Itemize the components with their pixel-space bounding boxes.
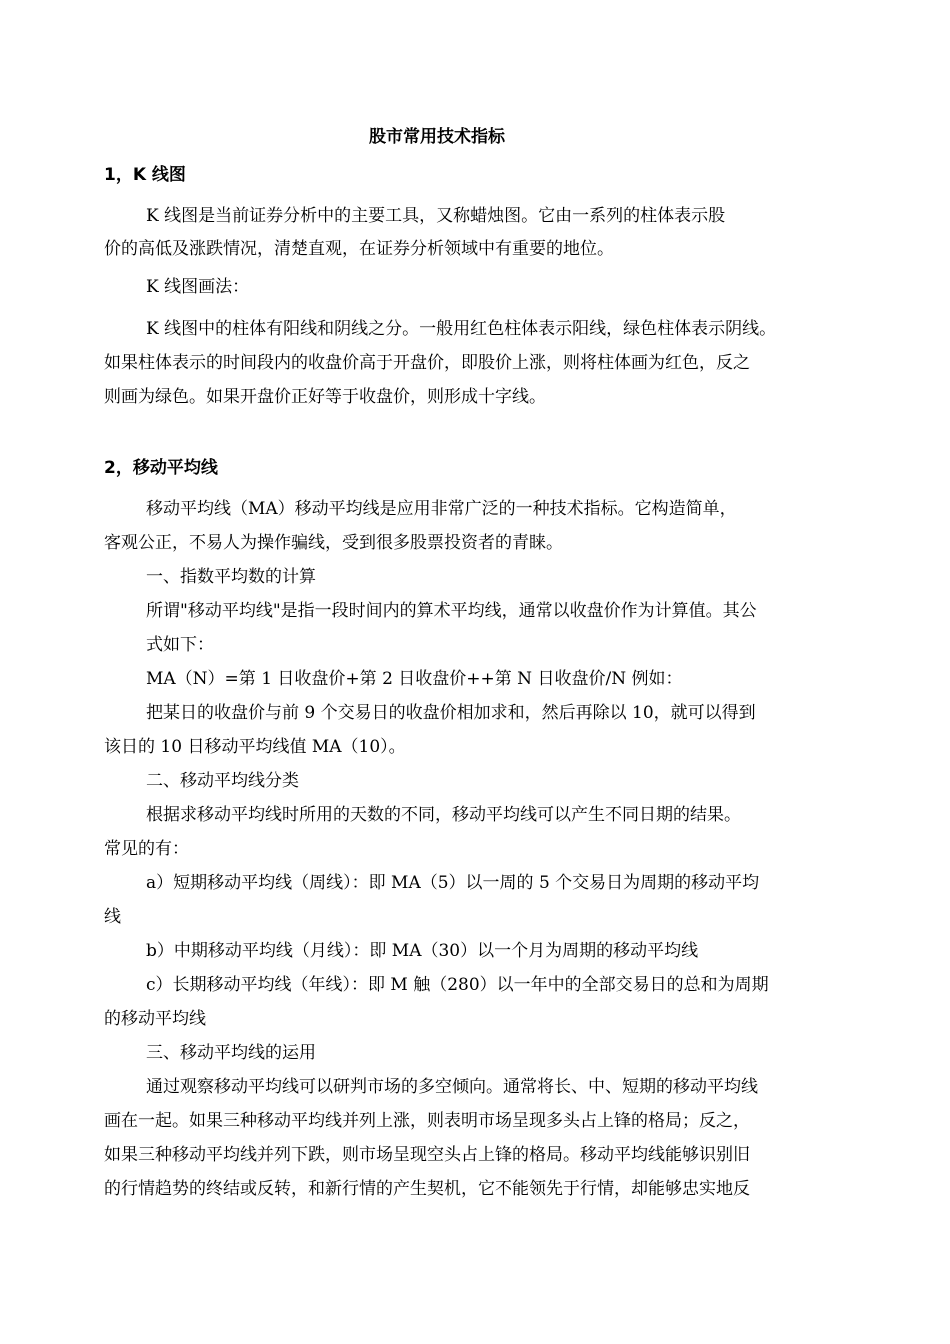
paragraph-line: K 线图是当前证券分析中的主要工具，又称蜡烛图。它由一系列的柱体表示股 [146,206,726,226]
paragraph-line: 客观公正，不易人为操作骗线，受到很多股票投资者的青睐。 [104,533,563,553]
paragraph-line: 则画为绿色。如果开盘价正好等于收盘价，则形成十字线。 [104,387,546,407]
page-title: 股市常用技术指标 [369,127,505,147]
paragraph-line: 式如下： [146,635,214,655]
paragraph-line: 价的高低及涨跌情况，清楚直观，在证券分析领域中有重要的地位。 [104,239,614,259]
paragraph-line: 把某日的收盘价与前 9 个交易日的收盘价相加求和，然后再除以 10，就可以得到 [146,703,756,723]
paragraph-line: 所谓"移动平均线"是指一段时间内的算术平均线，通常以收盘价作为计算值。其公 [146,601,757,621]
list-item: c）长期移动平均线（年线）：即 M 触（280）以一年中的全部交易日的总和为周期 [146,975,769,995]
paragraph-line: 如果三种移动平均线并列下跌，则市场呈现空头占上锋的格局。移动平均线能够识别旧 [104,1145,750,1165]
paragraph-line: K 线图中的柱体有阳线和阴线之分。一般用红色柱体表示阳线，绿色柱体表示阴线。 [146,319,777,339]
list-item: a）短期移动平均线（周线）：即 MA（5）以一周的 5 个交易日为周期的移动平均 [146,873,760,893]
list-item: 的移动平均线 [104,1009,206,1029]
list-item: b）中期移动平均线（月线）：即 MA（30）以一个月为周期的移动平均线 [146,941,699,961]
paragraph-line: 根据求移动平均线时所用的天数的不同，移动平均线可以产生不同日期的结果。 [146,805,741,825]
list-item: 线 [104,907,121,927]
paragraph-line: 移动平均线（MA）移动平均线是应用非常广泛的一种技术指标。它构造简单， [146,499,737,519]
section-heading-k-line: 1，K 线图 [104,165,186,185]
paragraph-line: 的行情趋势的终结或反转，和新行情的产生契机，它不能领先于行情，却能够忠实地反 [104,1179,750,1199]
section-heading-moving-average: 2，移动平均线 [104,458,218,478]
paragraph-line: 画在一起。如果三种移动平均线并列上涨，则表明市场呈现多头占上锋的格局；反之， [104,1111,750,1131]
paragraph-line: 该日的 10 日移动平均线值 MA（10）。 [104,737,406,757]
subheading: 一、指数平均数的计算 [146,567,316,587]
paragraph-line: 如果柱体表示的时间段内的收盘价高于开盘价，即股价上涨，则将柱体画为红色，反之 [104,353,750,373]
paragraph-line: 常见的有： [104,839,189,859]
subheading: 二、移动平均线分类 [146,771,299,791]
subheading: 三、移动平均线的运用 [146,1043,316,1063]
paragraph-line: 通过观察移动平均线可以研判市场的多空倾向。通常将长、中、短期的移动平均线 [146,1077,758,1097]
paragraph-line: K 线图画法： [146,277,250,297]
formula-line: MA（N）=第 1 日收盘价+第 2 日收盘价++第 N 日收盘价/N 例如： [146,669,683,689]
